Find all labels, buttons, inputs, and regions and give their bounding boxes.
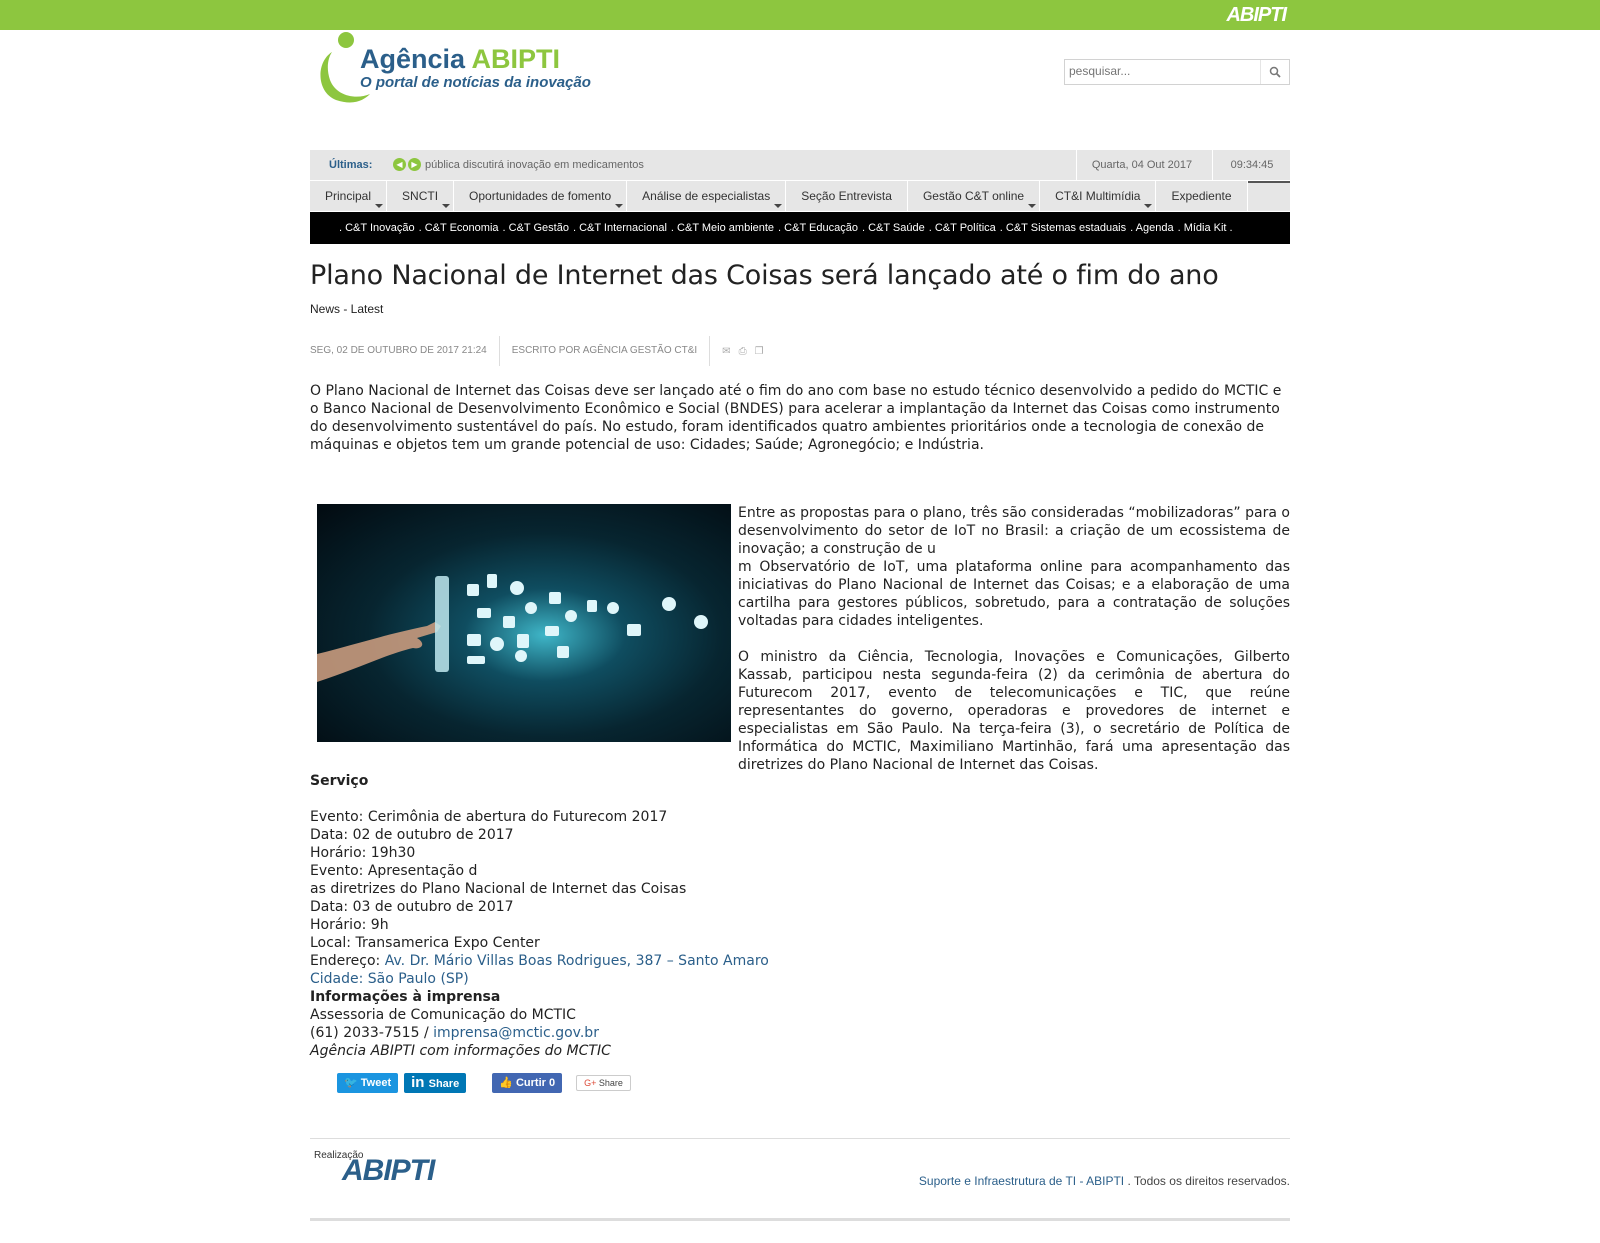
press-heading: Informações à imprensa: [310, 989, 501, 1005]
footer-divider: [310, 1138, 1290, 1139]
nav-fill: [1248, 181, 1290, 211]
service-line: Evento: Cerimônia de abertura do Futurecom 2017: [310, 809, 668, 825]
news-ticker: [310, 150, 1290, 180]
service-line: Data: 02 de outubro de 2017: [310, 827, 514, 843]
source-note: Agência ABIPTI com informações do MCTIC: [310, 1043, 611, 1059]
footer-bar: [310, 1218, 1290, 1221]
dropdown-caret-icon: [615, 204, 623, 208]
nav-item-gestao[interactable]: Gestão C&T online: [908, 181, 1040, 211]
service-line: Horário: 19h30: [310, 845, 416, 861]
footer-copyright: Suporte e Infraestrutura de TI - ABIPTI . Todos os direitos reservados.: [918, 1174, 1290, 1188]
pdf-icon[interactable]: ❐: [754, 345, 764, 357]
print-icon[interactable]: ⎙: [738, 345, 747, 357]
article-date: SEG, 02 DE OUTUBRO DE 2017 21:24: [310, 336, 500, 366]
article-paragraph: O Plano Nacional de Internet das Coisas deve ser lançado até o fim do ano com base no estudo técnico desenvolvido a pedido do MCTIC e o Banco Nacional de Desenvolvimento Econômico e Social (BNDES) para acelerar a implantação da Internet das Coisas como instrumento do desenvolvimento sustentável do país. No estudo, foram identificados quatro ambientes prioritários onde a tecnologia de conexão de máquinas e objetos tem um grande potencial de uso: Cidades; Saúde; Agronegócio; e Indústria.: [310, 383, 1282, 453]
ticker-arrows: [393, 158, 421, 171]
article-author: ESCRITO POR AGÊNCIA GESTÃO CT&I: [512, 336, 710, 366]
search-icon: [1269, 66, 1281, 78]
subnav-item[interactable]: . C&T Saúde: [861, 222, 925, 234]
top-bar: [0, 0, 1600, 30]
logo-tagline: O portal de notícias da inovação: [360, 74, 591, 91]
article-paragraph: m Observatório de IoT, uma plataforma online para acompanhamento das iniciativas do Plano Nacional de Internet das Coisas; e a elaboração de uma cartilha para gestores públicos, sobretudo, para a contratação de soluções voltadas para cidades inteligentes.: [738, 559, 1290, 629]
article-body-right: [738, 504, 1290, 774]
linkedin-share-button[interactable]: in Share: [404, 1073, 466, 1093]
article-paragraph: Entre as propostas para o plano, três são consideradas “mobilizadoras” para o desenvolvimento do setor de IoT no Brasil: a criação de um ecossistema de inovação; a construção de u: [738, 505, 1290, 557]
subnav-item[interactable]: . Agenda: [1130, 222, 1174, 234]
nav-item-oportunidades[interactable]: Oportunidades de fomento: [454, 181, 627, 211]
service-line: Evento: Apresentação d: [310, 863, 478, 879]
footer-support-link[interactable]: Suporte e Infraestrutura de TI - ABIPTI: [918, 1174, 1125, 1188]
ticker-headline[interactable]: pública discutirá inovação em medicamentos: [425, 159, 644, 171]
iot-illustration: [317, 504, 731, 742]
subnav-item[interactable]: . C&T Gestão: [502, 222, 569, 234]
dropdown-caret-icon: [774, 204, 782, 208]
top-abipti-logo: ABIPTI: [1226, 4, 1286, 26]
service-line: Local: Transamerica Expo Center: [310, 935, 540, 951]
nav-item-expediente[interactable]: Expediente: [1156, 181, 1247, 211]
subnav-item[interactable]: . C&T Política: [928, 222, 996, 234]
nav-item-sncti[interactable]: SNCTI: [387, 181, 454, 211]
subnav-item[interactable]: . C&T Sistemas estaduais: [999, 222, 1127, 234]
search-button[interactable]: [1260, 60, 1289, 84]
subnav-item[interactable]: . C&T Inovação: [339, 222, 415, 234]
service-line: Horário: 9h: [310, 917, 389, 933]
search-input[interactable]: [1065, 60, 1259, 82]
site-logo[interactable]: [310, 30, 610, 110]
subnav-item[interactable]: . Mídia Kit .: [1177, 222, 1233, 234]
service-section: [310, 772, 910, 1060]
footer-realizacao: Realização: [314, 1150, 364, 1161]
nav-item-principal[interactable]: Principal: [310, 181, 387, 211]
service-line: as diretrizes do Plano Nacional de Internet das Coisas: [310, 881, 687, 897]
service-heading: Serviço: [310, 773, 369, 789]
search-box: [1064, 59, 1290, 85]
subnav-item[interactable]: . C&T Educação: [778, 222, 858, 234]
logo-title: Agência ABIPTI: [360, 44, 561, 74]
ticker-label: Últimas:: [329, 159, 373, 171]
facebook-like-button[interactable]: 👍 Curtir 0: [492, 1073, 562, 1093]
dropdown-caret-icon: [442, 204, 450, 208]
dropdown-caret-icon: [1028, 204, 1036, 208]
press-email-link[interactable]: imprensa@mctic.gov.br: [433, 1025, 599, 1041]
city-link[interactable]: Cidade: São Paulo (SP): [310, 971, 469, 987]
service-line: Assessoria de Comunicação do MCTIC: [310, 1007, 576, 1023]
ticker-time: 09:34:45: [1212, 150, 1291, 180]
nav-item-multimidia[interactable]: CT&I Multimídia: [1040, 181, 1156, 211]
article-category[interactable]: News - Latest: [310, 302, 384, 316]
footer-abipti-logo: ABIPTI: [342, 1154, 435, 1187]
subnav-item[interactable]: . C&T Internacional: [572, 222, 667, 234]
nav-item-analise[interactable]: Análise de especialistas: [627, 181, 786, 211]
ticker-prev-icon[interactable]: ◀: [393, 158, 406, 171]
dropdown-caret-icon: [375, 204, 383, 208]
article-paragraph: O ministro da Ciência, Tecnologia, Inovações e Comunicações, Gilberto Kassab, participou nesta segunda-feira (2) da cerimônia de abertura do Futurecom 2017, evento de telecomunicações e TIC, que reúne representantes do governo, operadoras e provedores de internet e especialistas em São Paulo. Na terça-feira (3), o secretário de Política de Informática do MCTIC, Maximiliano Martinhão, fará uma apresentação das diretrizes do Plano Nacional de Internet das Coisas.: [738, 649, 1290, 773]
address-link[interactable]: Av. Dr. Mário Villas Boas Rodrigues, 387 – Santo Amaro: [384, 953, 769, 969]
article-tools: [722, 346, 763, 357]
subnav-item[interactable]: . C&T Meio ambiente: [670, 222, 775, 234]
service-line: Data: 03 de outubro de 2017: [310, 899, 514, 915]
google-plus-icon: G+: [584, 1078, 599, 1088]
article-title: Plano Nacional de Internet das Coisas será lançado até o fim do ano: [310, 260, 1219, 291]
ticker-next-icon[interactable]: ▶: [408, 158, 421, 171]
twitter-icon: 🐦: [344, 1077, 361, 1089]
service-line: (61) 2033-7515 / imprensa@mctic.gov.br: [310, 1025, 599, 1041]
nav-item-entrevista[interactable]: Seção Entrevista: [786, 181, 908, 211]
thumbs-up-icon: 👍: [499, 1077, 516, 1089]
article-meta: [310, 336, 764, 366]
tweet-button[interactable]: 🐦 Tweet: [337, 1073, 398, 1093]
main-nav: [310, 180, 1290, 211]
linkedin-icon: in: [411, 1074, 429, 1091]
google-share-button[interactable]: G+ Share: [576, 1075, 631, 1091]
subnav-item[interactable]: . C&T Economia: [418, 222, 499, 234]
dropdown-caret-icon: [1144, 204, 1152, 208]
share-buttons: [337, 1073, 631, 1093]
service-line: Endereço: Av. Dr. Mário Villas Boas Rodrigues, 387 – Santo Amaro: [310, 953, 769, 969]
ticker-date: Quarta, 04 Out 2017: [1076, 150, 1207, 180]
footer-logo: [314, 1150, 454, 1200]
article-image: [317, 504, 731, 742]
email-icon[interactable]: ✉: [722, 345, 731, 357]
sub-nav: [310, 212, 1290, 244]
